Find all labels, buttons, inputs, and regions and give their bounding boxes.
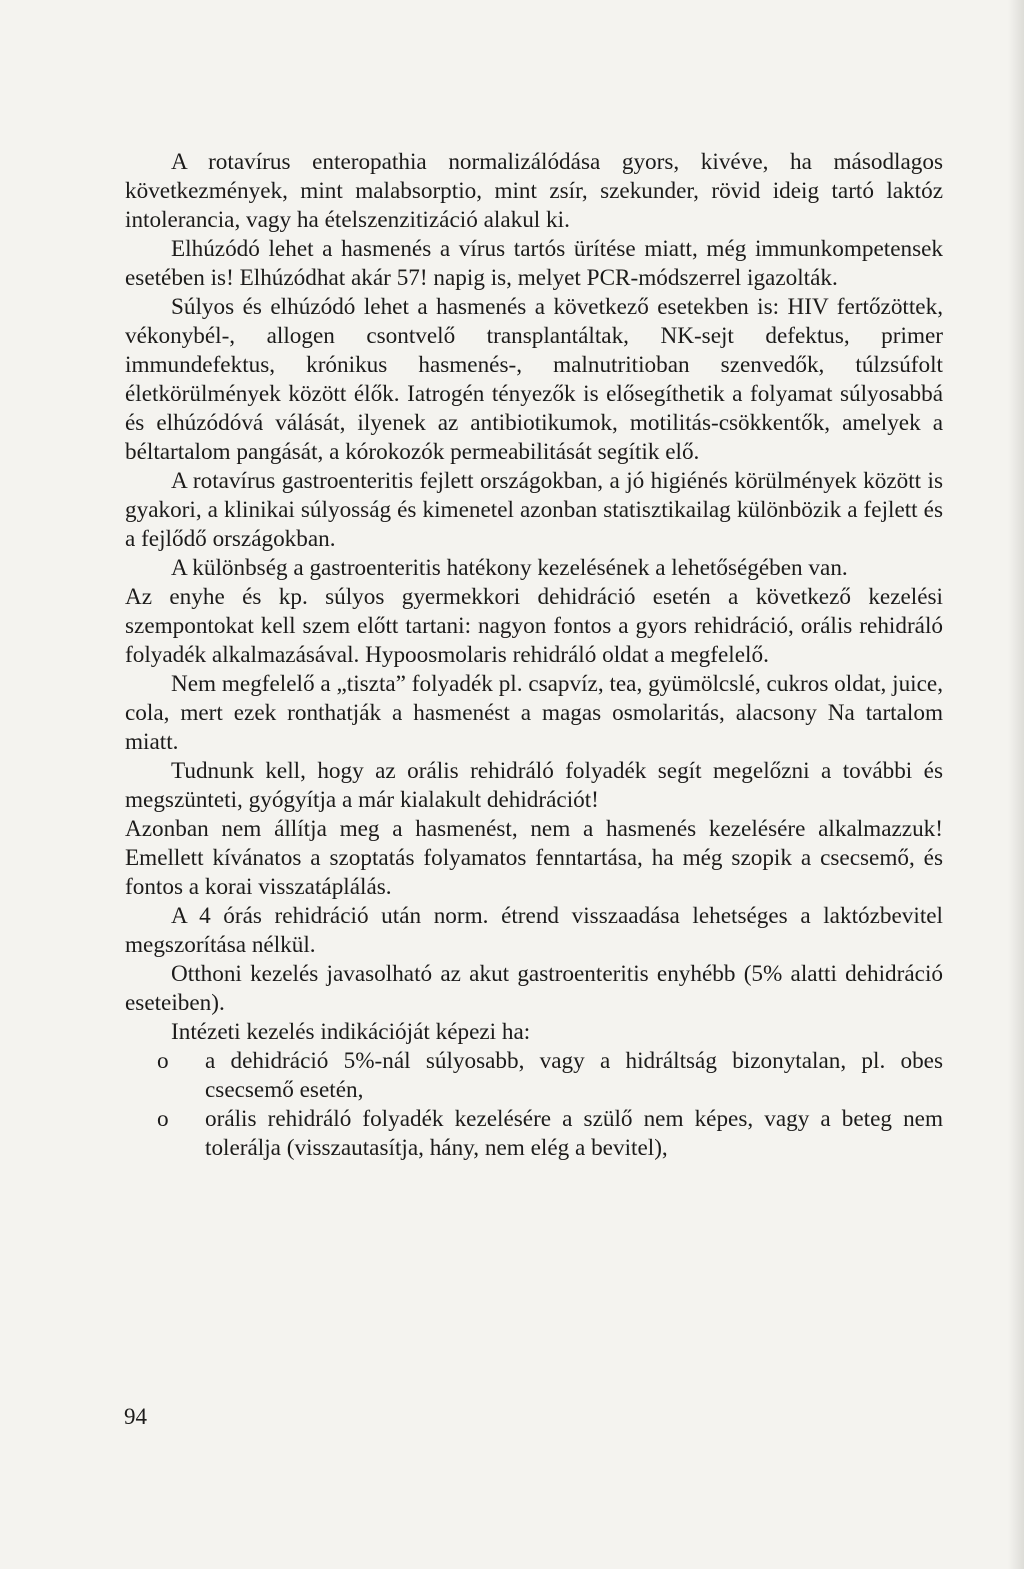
paragraph-6: Az enyhe és kp. súlyos gyermekkori dehidráció esetén a következő kezelési szempontokat kell szem előtt tartani: nagyon fontos a gyors rehidráció, orális rehidráló folyadék alkalmazásával. Hypoosmolaris rehidráló oldat a megfelelő. [125,584,943,668]
paragraph-2: Elhúzódó lehet a hasmenés a vírus tartós ürítése miatt, még immunkompetensek esetében is! Elhúzódhat akár 57! napig is, melyet PCR-módszerrel igazolták. [125,236,943,291]
paragraph-11: Otthoni kezelés javasolható az akut gastroenteritis enyhébb (5% alatti dehidráció eseteiben). [125,961,943,1016]
indication-list [125,1047,943,1163]
paragraph-3: Súlyos és elhúzódó lehet a hasmenés a következő esetekben is: HIV fertőzöttek, vékonybél-, allogen csontvelő transplantáltak, NK-sejt defektus, primer immundefektus, krónikus hasmenés-, malnutritioban szenvedők, túlzsúfolt életkörülmények között élők. Iatrogén tényezők is elősegíthetik a folyamat súlyosabbá és elhúzódóvá válását, ilyenek az antibiotikumok, motilitás-csökkentők, amelyek a béltartalom pangását, a kórokozók permeabilitását segítik elő. [125,294,943,465]
list-item-text: orális rehidráló folyadék kezelésére a szülő nem képes, vagy a beteg nem tolerálja (visszautasítja, hány, nem elég a bevitel), [205,1106,943,1161]
paragraph-9: Azonban nem állítja meg a hasmenést, nem a hasmenés kezelésére alkalmazzuk! Emellett kívánatos a szoptatás folyamatos fenntartása, ha még szopik a csecsemő, és fontos a korai visszatáplálás. [125,816,943,900]
bullet-marker: o [157,1106,169,1132]
page-text-block [125,148,943,1163]
page-edge-shadow [1008,0,1024,1569]
paragraph-10: A 4 órás rehidráció után norm. étrend visszaadása lehetséges a laktózbevitel megszorítása nélkül. [125,903,943,958]
list-item [125,1105,943,1163]
paragraph-4: A rotavírus gastroenteritis fejlett országokban, a jó higiénés körülmények között is gyakori, a klinikai súlyosság és kimenetel azonban statisztikailag különbözik a fejlett és a fejlődő országokban. [125,468,943,552]
paragraph-12: Intézeti kezelés indikációját képezi ha: [171,1019,531,1045]
paragraph-7: Nem megfelelő a „tiszta” folyadék pl. csapvíz, tea, gyümölcslé, cukros oldat, juice, cola, mert ezek ronthatják a hasmenést a magas osmolaritás, alacsony Na tartalom miatt. [125,671,943,755]
list-item-text: a dehidráció 5%-nál súlyosabb, vagy a hidráltság bizonytalan, pl. obes csecsemő esetén, [205,1048,943,1103]
paragraph-5: A különbség a gastroenteritis hatékony kezelésének a lehetőségében van. [171,555,848,581]
list-item [125,1047,943,1105]
bullet-marker: o [157,1048,169,1074]
paragraph-1: A rotavírus enteropathia normalizálódása gyors, kivéve, ha másodlagos következmények, mint malabsorptio, mint zsír, szekunder, rövid ideig tartó laktóz intolerancia, vagy ha ételszenzitizáció alakul ki. [125,149,943,233]
paragraph-8: Tudnunk kell, hogy az orális rehidráló folyadék segít megelőzni a további és megszünteti, gyógyítja a már kialakult dehidrációt! [125,758,943,813]
page-number: 94 [124,1404,147,1429]
